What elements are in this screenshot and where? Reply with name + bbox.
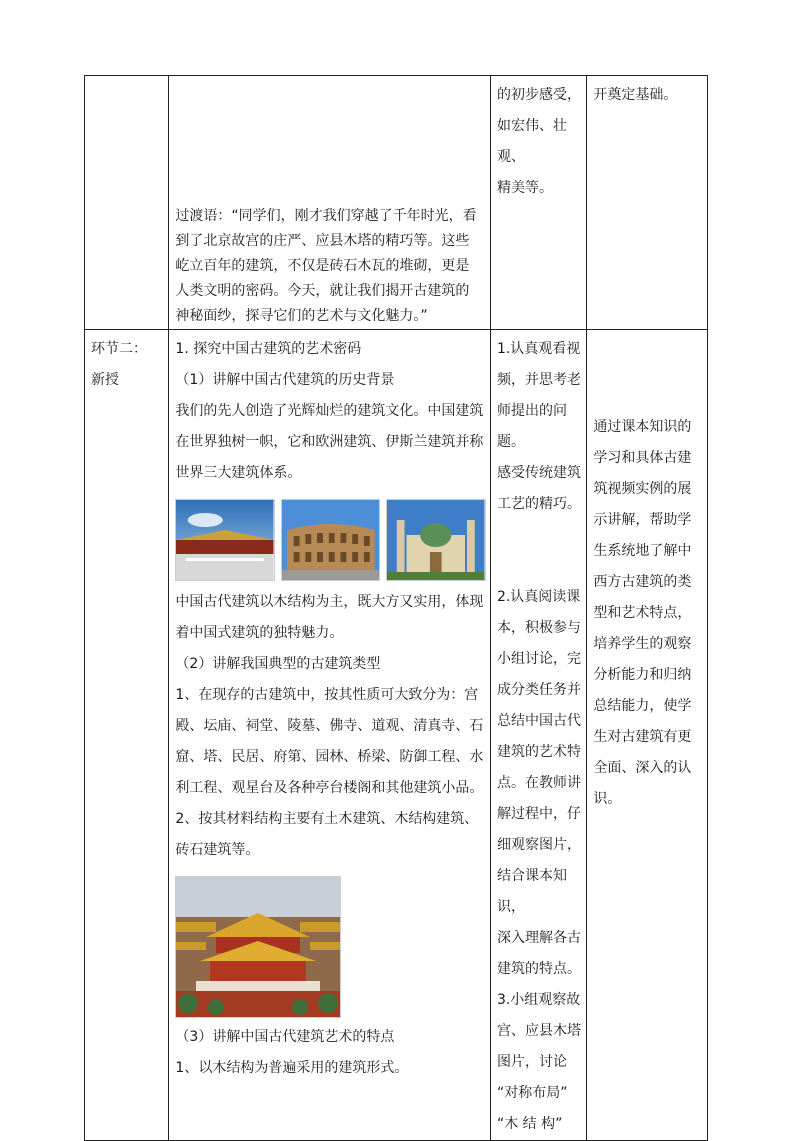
paragraph: 2、按其材料结构主要有土木建筑、木结构建筑、砖石建筑等。: [175, 811, 479, 858]
student-line: 解过程中，仔: [496, 806, 581, 822]
student-line: 师提出的问题。: [496, 403, 567, 450]
teacher-activity-cell: [169, 330, 491, 1141]
purpose-line: 示讲解，帮助学: [593, 512, 692, 528]
student-line: 如宏伟、壮观、: [496, 118, 567, 165]
stage-label: 环节二：: [91, 341, 147, 357]
paragraph: 1、以木结构为普遍采用的建筑形式。: [175, 1060, 409, 1076]
architecture-image-row: [175, 499, 486, 579]
student-line: 感受传统建筑: [496, 465, 581, 481]
purpose-line: 培养学生的观察: [593, 636, 692, 652]
student-line: 结合课本知识，: [496, 868, 567, 915]
student-line: 2.认真阅读课: [496, 589, 581, 605]
student-line: 宫、应县木塔: [496, 1023, 581, 1039]
student-line: 本，积极参与: [496, 620, 581, 636]
paragraph: 我们的先人创造了光辉灿烂的建筑文化。中国建筑在世界独树一帜，它和欧洲建筑、伊斯兰建筑并称世界三大建筑体系。: [175, 403, 484, 481]
student-line: 小组讨论，完: [496, 651, 581, 667]
teacher-activity-cell: [169, 76, 491, 330]
palace-aerial-photo: [175, 876, 341, 1018]
purpose-line: 学习和具体古建: [593, 450, 692, 466]
subsection-title: （3）讲解中国古代建筑艺术的特点: [175, 1029, 395, 1045]
purpose-text: 开奠定基础。: [593, 87, 678, 103]
student-line: 3.小组观察故: [496, 992, 581, 1008]
transition-text: 过渡语：“同学们，刚才我们穿越了千年时光，看到了北京故宫的庄严、应县木塔的精巧等。这些屹立百年的建筑，不仅是砖石木瓦的堆砌，更是人类文明的密码。今天，就让我们揭开古建筑的神秘面纱，探寻它们的艺术与文化魅力。”: [175, 208, 477, 324]
purpose-line: 识。: [593, 791, 622, 807]
purpose-line: 型和艺术特点，: [593, 605, 692, 621]
purpose-line: 分析能力和归纳: [593, 667, 692, 683]
subsection-title: （1）讲解中国古代建筑的历史背景: [175, 372, 395, 388]
student-activity-cell: [490, 330, 586, 1141]
lesson-plan-table: [84, 75, 708, 1141]
purpose-line: 筑视频实例的展: [593, 481, 692, 497]
purpose-line: 全面、深入的认: [593, 760, 692, 776]
student-line: 细观察图片，: [496, 837, 581, 853]
colosseum-photo: [281, 499, 381, 581]
purpose-line: 西方古建筑的类: [593, 574, 692, 590]
student-line: 1.认真观看视: [496, 341, 581, 357]
student-line: 总结中国古代: [496, 713, 581, 729]
mosque-photo: [386, 499, 486, 581]
purpose-cell: [587, 330, 708, 1141]
purpose-line: 总结能力，使学: [593, 698, 692, 714]
table-row: [85, 76, 708, 330]
section-title: 1. 探究中国古建筑的艺术密码: [175, 341, 362, 357]
stage-cell: [85, 330, 169, 1141]
purpose-line: 生系统地了解中: [593, 543, 692, 559]
purpose-line: 生对古建筑有更: [593, 729, 692, 745]
student-line: “对称布局”: [496, 1085, 568, 1101]
student-line: 成分类任务并: [496, 682, 581, 698]
student-line: 深入理解各古: [496, 930, 581, 946]
student-line: 频，并思考老: [496, 372, 581, 388]
table-row: [85, 330, 708, 1141]
student-line: 图片，讨论: [496, 1054, 567, 1070]
student-line: 建筑的特点。: [496, 961, 581, 977]
forbidden-city-photo: [175, 499, 275, 581]
student-activity-cell: [490, 76, 586, 330]
paragraph: 中国古代建筑以木结构为主，既大方又实用，体现着中国式建筑的独特魅力。: [175, 594, 484, 641]
stage-cell: [85, 76, 169, 330]
student-line: 点。在教师讲: [496, 775, 581, 791]
student-line: 精美等。: [496, 180, 553, 196]
paragraph: 1、在现存的古建筑中，按其性质可大致分为：宫殿、坛庙、祠堂、陵墓、佛寺、道观、清真寺、石窟、塔、民居、府第、园林、桥梁、防御工程、水利工程、观星台及各种亭台楼阁和其他建筑小品。: [175, 687, 484, 796]
student-line: 工艺的精巧。: [496, 496, 581, 512]
stage-label: 新授: [91, 372, 119, 388]
student-line: “木 结 构”: [496, 1116, 563, 1132]
purpose-cell: [587, 76, 708, 330]
student-line: 建筑的艺术特: [496, 744, 581, 760]
purpose-line: 通过课本知识的: [593, 419, 692, 435]
student-line: 的初步感受，: [496, 87, 581, 103]
subsection-title: （2）讲解我国典型的古建筑类型: [175, 656, 381, 672]
